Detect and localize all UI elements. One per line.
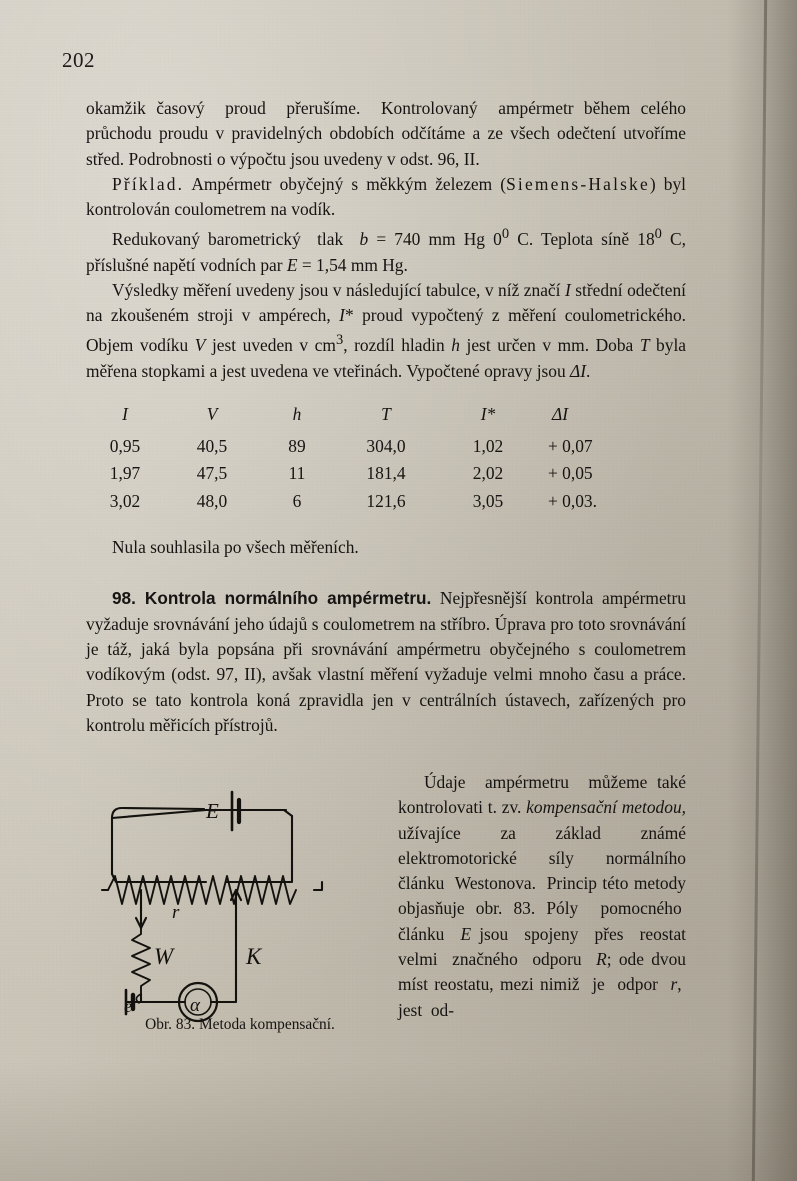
figure-label-e: e (124, 996, 132, 1016)
main-text-column (86, 96, 686, 756)
figure-label-E: E (206, 799, 219, 823)
wrapped-paragraph: Údaje ampérmetru můžeme také kontrolovati t. zv. kompensační metodou, užívajíce za základ známé elektromotorické síly normálního článku Westonova. Princip této metody objasňuje obr. 83. Póly pomocného článku E jsou spojeny přes reostat velmi značného odporu R; ode dvou míst reostatu, mezi nimiž je odpor r, jest od- (398, 772, 686, 1020)
cell-delta-I: + 0,05 (548, 463, 593, 484)
table-header-row (86, 402, 662, 433)
cell-T: 121,6 (366, 490, 406, 511)
table-row (86, 460, 662, 487)
cell-T: 304,0 (366, 436, 406, 457)
column-header-I: I (122, 403, 128, 424)
cell-delta-I: + 0,03. (548, 490, 597, 511)
figure-label-W: W (154, 944, 174, 969)
section-98 (86, 586, 686, 738)
column-header-V: V (206, 403, 218, 424)
paragraph-1: okamžik časový proud přerušíme. Kontrolovaný ampérmetr během celého průchodu proudu v pravidelných obdobích odčítáme a ze všech odečtení utvoříme střed. Podrobnosti o výpočtu jsou uvedeny v odst. 96, II. (86, 98, 686, 169)
table-row (86, 488, 662, 515)
cell-h: 11 (288, 463, 306, 484)
wrapped-text-column (398, 770, 686, 1023)
cell-I: 1,97 (109, 463, 141, 484)
measurement-table (86, 402, 662, 515)
section-heading: 98. Kontrola normálního ampérmetru. (112, 588, 432, 609)
cell-V: 40,5 (196, 436, 228, 457)
cell-delta-I: + 0,07 (548, 436, 593, 457)
figure-label-K: K (246, 944, 262, 969)
table-row (86, 433, 662, 460)
cell-V: 47,5 (196, 463, 228, 484)
paragraph-4: Výsledky měření uvedeny jsou v následující tabulce, v níž značí I střední odečtení na zkoušeném stroji v ampérech, I* proud vypočtený z měření coulometrického. Objem vodíku V jest uveden v $cm^3$, rozdíl hladin h jest určen v mm. Doba T byla měřena stopkami a jest uvedena ve vteřinách. Vypočtené opravy jsou ΔI. (86, 279, 687, 381)
column-header-T: T (381, 403, 391, 424)
cell-I-star: 3,05 (472, 490, 504, 511)
paragraph-3: Redukovaný barometrický tlak b = 740 mm Hg $0^0$ C. Teplota síně $18^0$ C, příslušné napětí vodních par E = 1,54 mm Hg. (86, 226, 687, 275)
figure-caption: Obr. 83. Metoda kompensační. (145, 1016, 335, 1033)
page-number: 202 (62, 48, 95, 72)
column-header-h: h (292, 403, 302, 424)
paragraph-2: Příklad. Ampérmetr obyčejný s měkkým železem (Siemens-Halske) byl kontrolován coulometrem na vodík. (86, 173, 686, 220)
cell-h: 6 (292, 490, 302, 511)
section-body: Nejpřesnější kontrola ampérmetru vyžaduje srovnávání jeho údajů s coulometrem na stříbro. Úprava pro toto srovnávání je táž, jaká byla popsána při srovnávání ampérmetru obyčejného s coulometrem vodíkovým (odst. 97, II), avšak vlastní měření vyžaduje velmi mnoho času a práce. Proto se tato kontrola koná zpravidla jen v centrálních ústavech, zařízených pro kontrolu měřicích přístrojů. (86, 588, 686, 735)
cell-T: 181,4 (366, 463, 406, 484)
example-label: Příklad. (112, 173, 185, 194)
cell-I: 3,02 (109, 490, 141, 511)
column-header-delta-I: ΔI (552, 403, 568, 424)
column-header-I-star: I* (480, 403, 496, 424)
cell-I: 0,95 (109, 436, 141, 457)
figure-label-alpha: α (190, 995, 200, 1016)
cell-h: 89 (288, 436, 306, 457)
cell-I-star: 2,02 (472, 463, 504, 484)
figure-83 (86, 778, 386, 1023)
cell-I-star: 1,02 (472, 436, 504, 457)
figure-label-r: r (172, 902, 180, 923)
cell-V: 48,0 (196, 490, 228, 511)
paragraph-nula: Nula souhlasila po všech měřeních. (112, 537, 359, 558)
compensation-circuit-diagram (86, 778, 386, 1028)
